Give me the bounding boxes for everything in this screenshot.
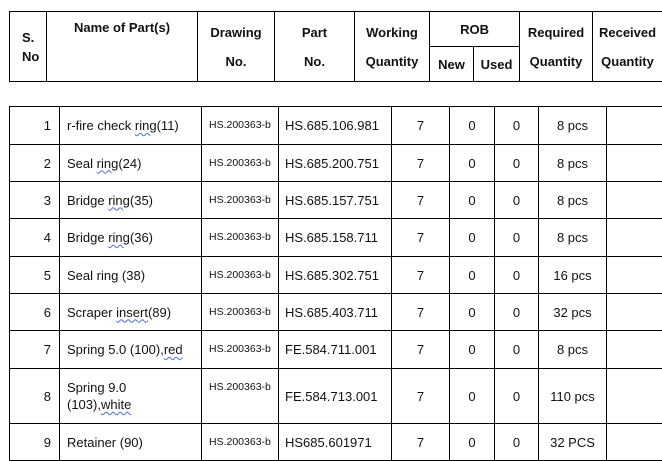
row-rob-new: 0 — [450, 331, 495, 369]
row-required: 16 pcs — [539, 257, 607, 294]
table-row — [10, 257, 662, 294]
row-sno: 9 — [10, 424, 60, 461]
row-working: 7 — [392, 294, 450, 331]
row-name: Bridge ring(36) — [60, 219, 202, 257]
row-sno: 2 — [10, 145, 60, 182]
row-rob-used: 0 — [495, 257, 539, 294]
row-working: 7 — [392, 257, 450, 294]
header-working: Working Quantity — [355, 12, 430, 82]
header-rob-used: Used — [474, 47, 520, 82]
row-working: 7 — [392, 331, 450, 369]
row-received — [607, 294, 662, 331]
row-rob-used: 0 — [495, 294, 539, 331]
row-rob-new: 0 — [450, 424, 495, 461]
table-row — [10, 219, 662, 257]
row-part: HS.685.200.751 — [279, 145, 392, 182]
row-received — [607, 424, 662, 461]
table-row — [10, 107, 662, 145]
row-received — [607, 257, 662, 294]
row-working: 7 — [392, 145, 450, 182]
header-table — [9, 11, 662, 82]
row-rob-new: 0 — [450, 294, 495, 331]
row-rob-used: 0 — [495, 369, 539, 424]
row-received — [607, 182, 662, 219]
row-name: r-fire check ring(11) — [60, 107, 202, 145]
row-rob-used: 0 — [495, 331, 539, 369]
row-name: Seal ring(24) — [60, 145, 202, 182]
row-drawing: HS.200363-b — [202, 369, 279, 424]
row-required: 8 pcs — [539, 107, 607, 145]
row-part: FE.584.713.001 — [279, 369, 392, 424]
row-required: 8 pcs — [539, 219, 607, 257]
row-part: HS.685.302.751 — [279, 257, 392, 294]
row-drawing: HS.200363-b — [202, 107, 279, 145]
row-name: Spring 9.0 (103),white — [60, 369, 202, 424]
row-name: Scraper insert(89) — [60, 294, 202, 331]
header-sno: S. No — [10, 12, 47, 82]
row-required: 32 PCS — [539, 424, 607, 461]
row-required: 8 pcs — [539, 331, 607, 369]
row-sno: 5 — [10, 257, 60, 294]
row-required: 8 pcs — [539, 182, 607, 219]
row-drawing: HS.200363-b — [202, 257, 279, 294]
row-drawing: HS.200363-b — [202, 331, 279, 369]
table-row — [10, 182, 662, 219]
row-sno: 1 — [10, 107, 60, 145]
row-required: 8 pcs — [539, 145, 607, 182]
row-received — [607, 369, 662, 424]
row-name: Spring 5.0 (100),red — [60, 331, 202, 369]
table-row — [10, 424, 662, 461]
row-rob-used: 0 — [495, 145, 539, 182]
row-rob-new: 0 — [450, 107, 495, 145]
row-rob-new: 0 — [450, 145, 495, 182]
row-received — [607, 107, 662, 145]
row-received — [607, 219, 662, 257]
row-working: 7 — [392, 369, 450, 424]
row-drawing: HS.200363-b — [202, 219, 279, 257]
row-part: HS.685.158.711 — [279, 219, 392, 257]
header-required: Required Quantity — [520, 12, 593, 82]
row-sno: 4 — [10, 219, 60, 257]
header-drawing: Drawing No. — [198, 12, 275, 82]
table-row — [10, 369, 662, 424]
row-drawing: HS.200363-b — [202, 294, 279, 331]
row-part: HS685.601971 — [279, 424, 392, 461]
row-rob-new: 0 — [450, 219, 495, 257]
row-working: 7 — [392, 107, 450, 145]
header-received: Received Quantity — [593, 12, 662, 82]
row-received — [607, 145, 662, 182]
header-part: Part No. — [275, 12, 355, 82]
row-part: HS.685.157.751 — [279, 182, 392, 219]
table-row — [10, 145, 662, 182]
row-rob-used: 0 — [495, 219, 539, 257]
row-part: HS.685.106.981 — [279, 107, 392, 145]
row-name: Bridge ring(35) — [60, 182, 202, 219]
row-drawing: HS.200363-b — [202, 182, 279, 219]
parts-table — [9, 106, 662, 461]
row-name: Seal ring (38) — [60, 257, 202, 294]
table-row — [10, 294, 662, 331]
row-rob-used: 0 — [495, 107, 539, 145]
row-rob-used: 0 — [495, 182, 539, 219]
row-working: 7 — [392, 182, 450, 219]
row-received — [607, 331, 662, 369]
header-rob: ROB — [430, 12, 520, 47]
row-sno: 8 — [10, 369, 60, 424]
row-working: 7 — [392, 219, 450, 257]
row-name: Retainer (90) — [60, 424, 202, 461]
header-name: Name of Part(s) — [47, 12, 198, 82]
row-working: 7 — [392, 424, 450, 461]
table-row — [10, 331, 662, 369]
row-rob-new: 0 — [450, 257, 495, 294]
row-required: 32 pcs — [539, 294, 607, 331]
row-sno: 7 — [10, 331, 60, 369]
row-rob-used: 0 — [495, 424, 539, 461]
row-rob-new: 0 — [450, 369, 495, 424]
row-required: 110 pcs — [539, 369, 607, 424]
row-drawing: HS.200363-b — [202, 145, 279, 182]
row-part: FE.584.711.001 — [279, 331, 392, 369]
row-rob-new: 0 — [450, 182, 495, 219]
row-drawing: HS.200363-b — [202, 424, 279, 461]
header-rob-new: New — [430, 47, 474, 82]
row-part: HS.685.403.711 — [279, 294, 392, 331]
row-sno: 3 — [10, 182, 60, 219]
row-sno: 6 — [10, 294, 60, 331]
